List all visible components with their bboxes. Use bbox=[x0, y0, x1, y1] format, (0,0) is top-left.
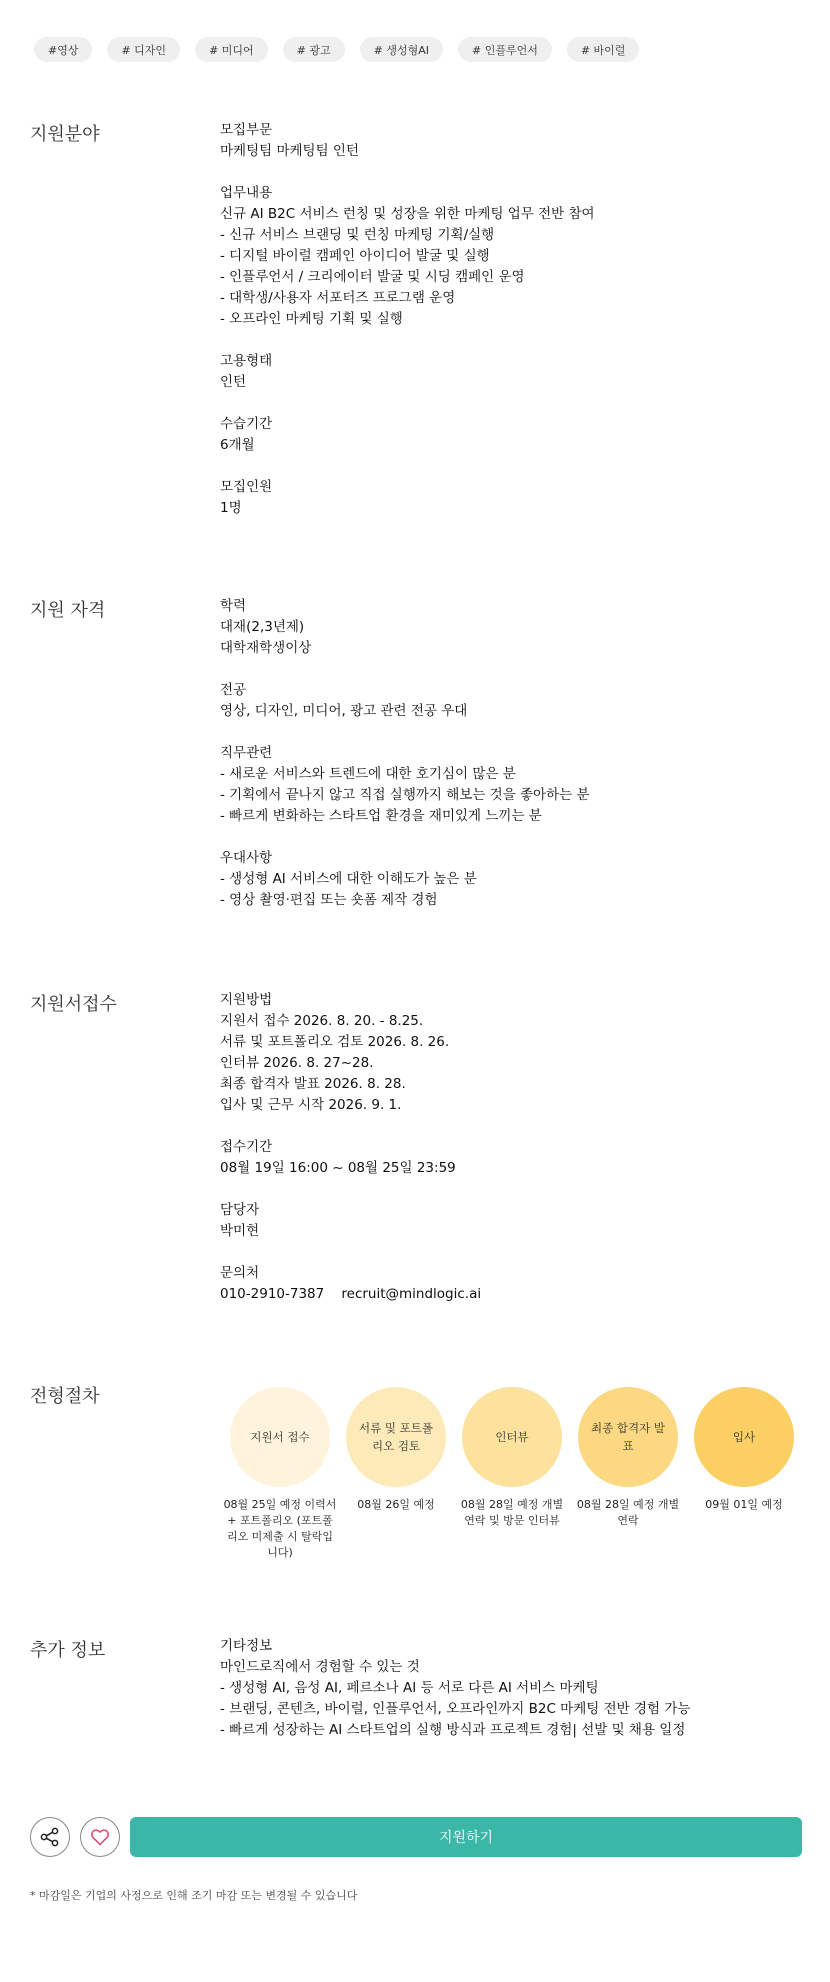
info-block bbox=[220, 680, 820, 722]
section-title: 지원 자격 bbox=[30, 600, 106, 621]
info-label: 전공 bbox=[220, 682, 247, 698]
info-line: - 대학생/사용자 서포터즈 프로그램 운영 bbox=[220, 290, 456, 306]
info-label: 직무관련 bbox=[220, 745, 273, 761]
info-line: 입사 및 근무 시작 2026. 9. 1. bbox=[220, 1097, 402, 1113]
info-line: 6개월 bbox=[220, 437, 255, 453]
info-line: 마케팅팀 마케팅팀 인턴 bbox=[220, 143, 359, 159]
step-name: 입사 bbox=[732, 1430, 756, 1444]
tag[interactable]: # 광고 bbox=[283, 37, 345, 62]
action-bar bbox=[30, 1817, 802, 1857]
info-block bbox=[220, 414, 820, 456]
step-name: 지원서 접수 bbox=[250, 1430, 310, 1444]
info-line: - 영상 촬영·편집 또는 숏폼 제작 경험 bbox=[220, 892, 438, 908]
info-block bbox=[220, 1263, 820, 1305]
info-label: 모집인원 bbox=[220, 479, 273, 495]
info-line: 최종 합격자 발표 2026. 8. 28. bbox=[220, 1076, 406, 1092]
share-button[interactable] bbox=[30, 1817, 70, 1857]
info-label: 수습기간 bbox=[220, 416, 273, 432]
tag[interactable]: # 생성형AI bbox=[360, 37, 443, 62]
info-block bbox=[220, 120, 820, 162]
info-block bbox=[220, 477, 820, 519]
info-label: 문의처 bbox=[220, 1265, 260, 1281]
info-block bbox=[220, 848, 820, 911]
info-line: - 인플루언서 / 크리에이터 발굴 및 시딩 캠페인 운영 bbox=[220, 269, 525, 285]
info-line: - 생성형 AI 서비스에 대한 이해도가 높은 분 bbox=[220, 871, 477, 887]
process-step bbox=[338, 1387, 454, 1561]
contact-line[interactable]: 010-2910-7387 recruit@mindlogic.ai bbox=[220, 1286, 482, 1302]
section-body bbox=[220, 596, 820, 932]
info-line: 지원서 접수 2026. 8. 20. - 8.25. bbox=[220, 1013, 424, 1029]
tag[interactable]: #영상 bbox=[34, 37, 92, 62]
section-title: 전형절차 bbox=[30, 1386, 100, 1407]
tag[interactable]: # 미디어 bbox=[195, 37, 268, 62]
info-block bbox=[220, 1200, 820, 1242]
info-label: 모집부문 bbox=[220, 122, 273, 138]
info-line: 영상, 디자인, 미디어, 광고 관련 전공 우대 bbox=[220, 703, 468, 719]
info-block bbox=[220, 1636, 820, 1741]
step-circle bbox=[230, 1387, 330, 1487]
like-button[interactable] bbox=[80, 1817, 120, 1857]
info-label: 담당자 bbox=[220, 1202, 260, 1218]
info-block bbox=[220, 351, 820, 393]
info-block bbox=[220, 183, 820, 330]
process-step bbox=[686, 1387, 802, 1561]
step-note: 08월 28일 예정 개별 연락 및 방문 인터뷰 bbox=[460, 1498, 564, 1527]
step-circle bbox=[346, 1387, 446, 1487]
step-name: 서류 및 포트폴리오 검토 bbox=[359, 1421, 433, 1453]
step-circle bbox=[694, 1387, 794, 1487]
info-line: - 신규 서비스 브랜딩 및 런칭 마케팅 기획/실행 bbox=[220, 227, 495, 243]
info-block bbox=[220, 1137, 820, 1179]
info-block bbox=[220, 990, 820, 1116]
section-body bbox=[220, 990, 820, 1326]
info-label: 우대사항 bbox=[220, 850, 273, 866]
section-title: 지원분야 bbox=[30, 124, 100, 145]
info-line: 서류 및 포트폴리오 검토 2026. 8. 26. bbox=[220, 1034, 450, 1050]
info-block bbox=[220, 743, 820, 827]
info-label: 고용형태 bbox=[220, 353, 273, 369]
info-line: - 새로운 서비스와 트렌드에 대한 호기심이 많은 분 bbox=[220, 766, 516, 782]
tag[interactable]: # 바이럴 bbox=[567, 37, 640, 62]
info-label: 지원방법 bbox=[220, 992, 273, 1008]
step-circle bbox=[462, 1387, 562, 1487]
process-step bbox=[454, 1387, 570, 1561]
step-circle bbox=[578, 1387, 678, 1487]
deadline-notice: * 마감일은 기업의 사정으로 인해 조기 마감 또는 변경될 수 있습니다 bbox=[30, 1889, 358, 1902]
step-name: 인터뷰 bbox=[495, 1430, 529, 1444]
info-line: 신규 AI B2C 서비스 런칭 및 성장을 위한 마케팅 업무 전반 참여 bbox=[220, 206, 595, 222]
process-step bbox=[570, 1387, 686, 1561]
share-icon bbox=[39, 1826, 61, 1848]
info-line: 박미현 bbox=[220, 1223, 260, 1239]
info-line: 인터뷰 2026. 8. 27~28. bbox=[220, 1055, 374, 1071]
tag[interactable]: # 인플루언서 bbox=[458, 37, 552, 62]
info-line: 대재(2,3년제) bbox=[220, 619, 305, 635]
info-line: 1명 bbox=[220, 500, 242, 516]
process-steps bbox=[222, 1387, 802, 1561]
info-line: - 빠르게 변화하는 스타트업 환경을 재미있게 느끼는 분 bbox=[220, 808, 542, 824]
info-label: 업무내용 bbox=[220, 185, 273, 201]
tag[interactable]: # 디자인 bbox=[107, 37, 180, 62]
info-line: - 브랜딩, 콘텐츠, 바이럴, 인플루언서, 오프라인까지 B2C 마케팅 전반 경험 가능 bbox=[220, 1701, 691, 1717]
step-note: 08월 25일 예정 이력서 + 포트폴리오 (포트폴리오 미제출 시 탈락입니다) bbox=[223, 1498, 337, 1559]
step-note: 08월 26일 예정 bbox=[357, 1498, 435, 1511]
apply-button[interactable]: 지원하기 bbox=[130, 1817, 802, 1857]
step-note: 08월 28일 예정 개별 연락 bbox=[576, 1498, 680, 1527]
section-body bbox=[220, 120, 820, 540]
info-line: 08월 19일 16:00 ~ 08월 25일 23:59 bbox=[220, 1160, 456, 1176]
info-line: 마인드로직에서 경험할 수 있는 것 bbox=[220, 1659, 420, 1675]
process-step bbox=[222, 1387, 338, 1561]
step-name: 최종 합격자 발표 bbox=[591, 1421, 665, 1453]
step-note: 09월 01일 예정 bbox=[705, 1498, 783, 1511]
section-title: 추가 정보 bbox=[30, 1640, 106, 1661]
info-label: 기타정보 bbox=[220, 1638, 273, 1654]
info-line: 대학재학생이상 bbox=[220, 640, 312, 656]
tag-list bbox=[34, 37, 639, 62]
info-line: - 디지털 바이럴 캠페인 아이디어 발굴 및 실행 bbox=[220, 248, 490, 264]
info-block bbox=[220, 596, 820, 659]
info-line: - 오프라인 마케팅 기획 및 실행 bbox=[220, 311, 403, 327]
info-label: 학력 bbox=[220, 598, 247, 614]
info-line: 인턴 bbox=[220, 374, 247, 390]
info-line: - 생성형 AI, 음성 AI, 페르소나 AI 등 서로 다른 AI 서비스 마케팅 bbox=[220, 1680, 599, 1696]
heart-icon bbox=[89, 1826, 111, 1848]
section-title: 지원서접수 bbox=[30, 994, 117, 1015]
info-label: 접수기간 bbox=[220, 1139, 273, 1155]
info-line: - 기획에서 끝나지 않고 직접 실행까지 해보는 것을 좋아하는 분 bbox=[220, 787, 590, 803]
info-line: - 빠르게 성장하는 AI 스타트업의 실행 방식과 프로젝트 경험| 선발 및 채용 일정 bbox=[220, 1722, 686, 1738]
section-body bbox=[220, 1636, 820, 1762]
